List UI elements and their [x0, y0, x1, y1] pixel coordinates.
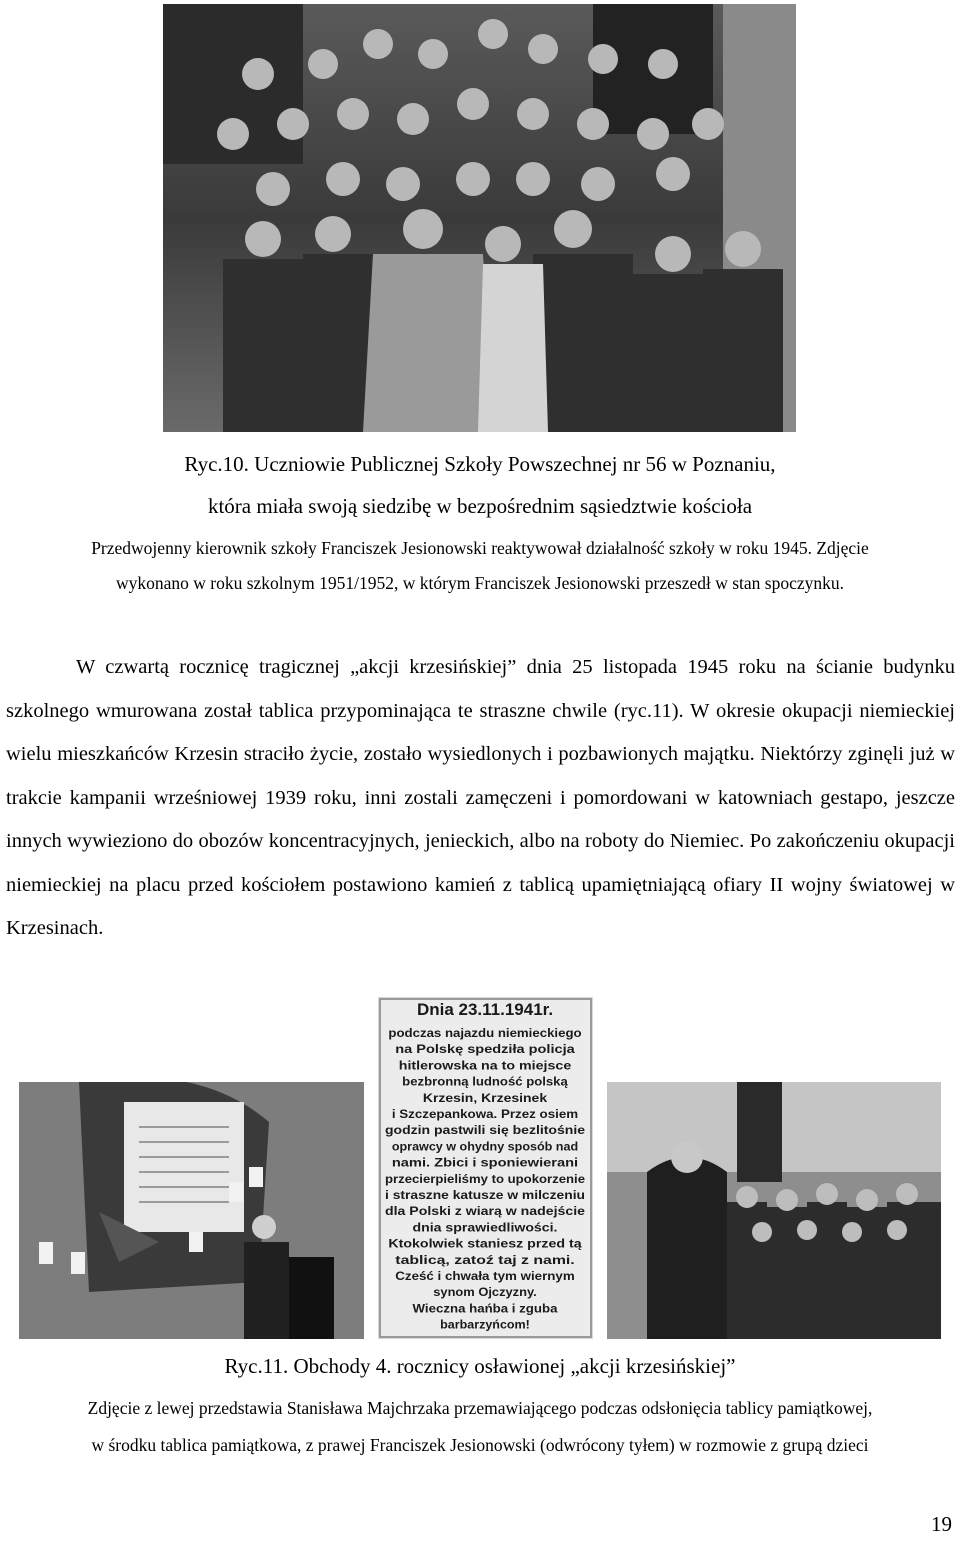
plaque-line: tablicą, zatoź taj z nami. — [395, 1252, 575, 1267]
plaque-line: podczas najazdu niemieckiego — [388, 1026, 583, 1040]
plaque-line: Ktokolwiek staniesz przed tą — [388, 1236, 582, 1251]
plaque-line: godzin pastwili się bezlitośnie — [385, 1123, 586, 1138]
memorial-plaque-photo — [378, 997, 593, 1339]
body-paragraph: W czwartą rocznicę tragicznej „akcji krzesińskiej” dnia 25 listopada 1945 roku na ścianie budynku szkolnego wmurowana został tablica przypominająca te straszne chwile (ryc.11). W okresie okupacji niemieckiej wielu mieszkańców Krzesin straciło życie, zostało wysiedlonych i pozbawionych majątku. Niektórzy zginęli już w trakcie kampanii wrześniowej 1939 roku, inni zostali zamęczeni i pomordowani w katowniach gestapo, jeszcze innych wywieziono do obozów koncentracyjnych, jenieckich, albo na roboty do Niemiec. Po zakończeniu okupacji niemieckiej na placu przed kościołem postawiono kamień z tablicą upamiętniającą ofiary II wojny światowej w Krzesinach. — [6, 656, 955, 939]
figure10-caption-line1: Ryc.10. Uczniowie Publicznej Szkoły Powszechnej nr 56 w Poznaniu, — [184, 452, 776, 476]
figure10-note-line1: Przedwojenny kierownik szkoły Franciszek Jesionowski reaktywował działalność szkoły w roku 1945. Zdjęcie — [91, 538, 869, 558]
plaque-line: oprawcy w ohydny sposób nad — [391, 1139, 579, 1154]
crowd-photo — [607, 1082, 941, 1339]
plaque-line: dnia sprawiedliwości. — [412, 1220, 558, 1235]
page-number: 19 — [931, 1512, 952, 1536]
plaque-line: hitlerowska na to miejsce — [398, 1058, 572, 1073]
speech-photo — [19, 1082, 364, 1339]
plaque-line: i straszne katusze w milczeniu — [385, 1188, 585, 1202]
plaque-line: Cześć i chwała tym wiernym — [395, 1269, 575, 1283]
plaque-line: nami. Zbici i sponiewierani — [391, 1155, 579, 1170]
plaque-line: dla Polski z wiarą w nadejście — [385, 1204, 586, 1219]
plaque-line: przecierpieliśmy to upokorzenie — [385, 1171, 586, 1186]
plaque-line: barbarzyńcom! — [440, 1317, 530, 1332]
figure11-caption: Ryc.11. Obchody 4. rocznicy osławionej „akcji krzesińskiej” — [224, 1354, 736, 1378]
plaque-line: na Polskę spedziła policja — [395, 1042, 575, 1057]
figure10-caption-line2: która miała swoją siedzibę w bezpośrednim sąsiedztwie kościoła — [207, 494, 753, 518]
plaque-line: bezbronną ludność polską — [402, 1074, 568, 1089]
plaque-line: synom Ojczyzny. — [433, 1285, 537, 1300]
plaque-line: Wieczna hańba i zguba — [412, 1301, 558, 1316]
figure11-note-line1: Zdjęcie z lewej przedstawia Stanisława Majchrzaka przemawiającego podczas odsłonięcia tablicy pamiątkowej, — [87, 1398, 873, 1418]
class-group-photo — [163, 4, 796, 432]
figure10-note-line2: wykonano w roku szkolnym 1951/1952, w którym Franciszek Jesionowski przeszedł w stan spoczynku. — [115, 573, 845, 593]
figure11-note-line2: w środku tablica pamiątkowa, z prawej Franciszek Jesionowski (odwrócony tyłem) w rozmowie z grupą dzieci — [91, 1435, 869, 1455]
plaque-line: i Szczepankowa. Przez osiem — [391, 1107, 579, 1121]
plaque-title: Dnia 23.11.1941r. — [416, 1000, 554, 1019]
plaque-line: Krzesin, Krzesinek — [422, 1090, 548, 1105]
